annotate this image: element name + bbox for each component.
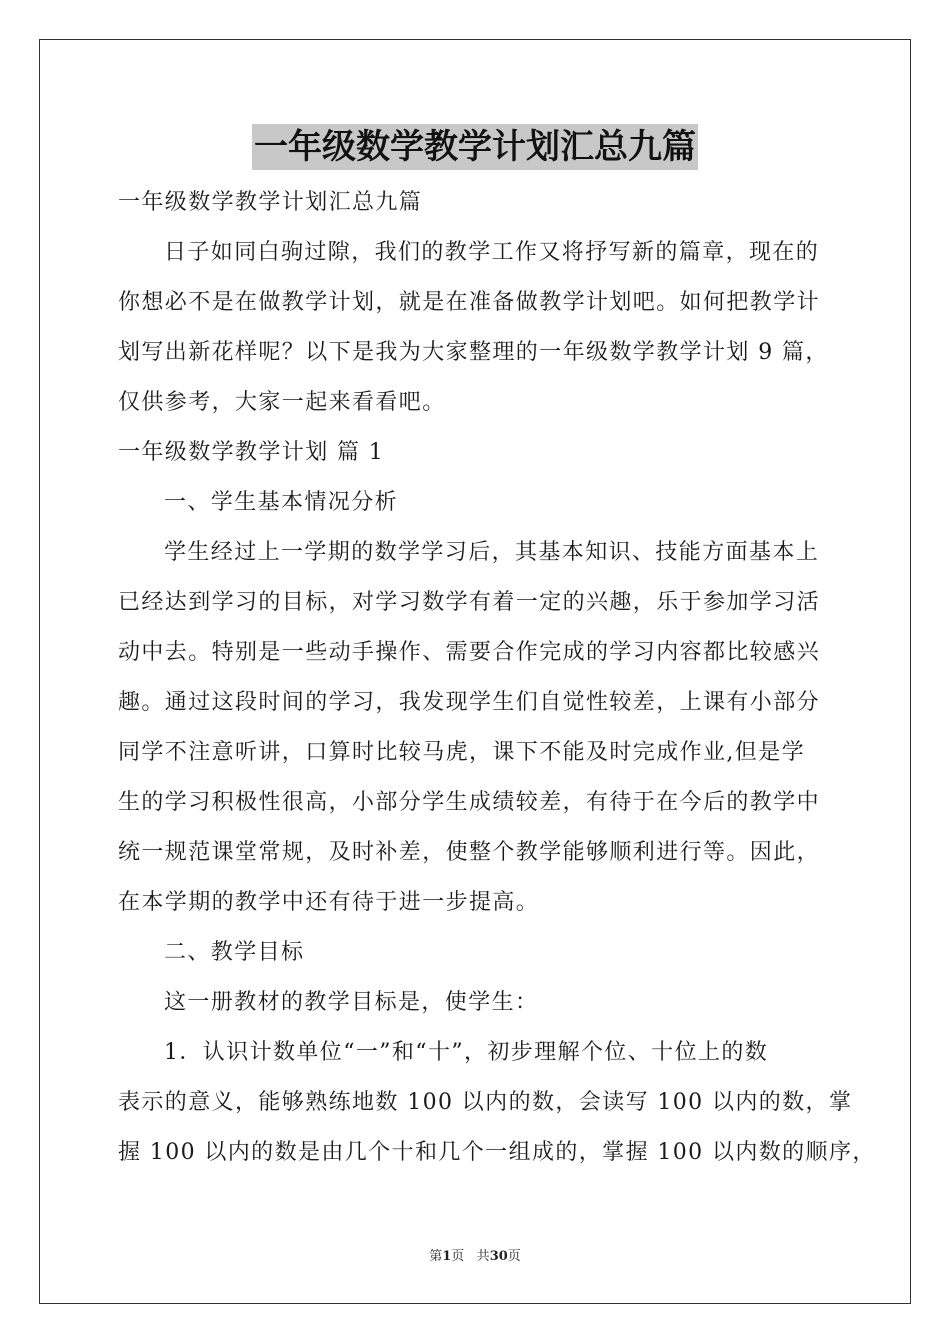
text-line: 表示的意义，能够熟练地数 100 以内的数，会读写 100 以内的数，掌 [118, 1090, 853, 1115]
text-line: 二、教学目标 [164, 940, 305, 965]
text-line: 一、学生基本情况分析 [164, 490, 399, 515]
document-body [118, 178, 876, 1178]
text-line: 仅供参考，大家一起来看看吧。 [118, 390, 446, 415]
text-line: 统一规范课堂常规，及时补差，使整个教学能够顺利进行等。因此， [118, 840, 821, 865]
text-line: 一年级数学教学计划 篇 1 [118, 440, 385, 465]
text-line: 一年级数学教学计划汇总九篇 [118, 190, 423, 215]
text-line: 学生经过上一学期的数学学习后，其基本知识、技能方面基本上 [164, 540, 820, 565]
text-line: 在本学期的教学中还有待于进一步提高。 [118, 890, 540, 915]
total-label-suffix: 页 [507, 1249, 521, 1264]
page-footer [0, 1245, 950, 1264]
title-container [0, 124, 950, 170]
text-line: 1．认识计数单位“一”和“十”，初步理解个位、十位上的数 [164, 1040, 769, 1065]
text-line: 握 100 以内的数是由几个十和几个一组成的，掌握 100 以内数的顺序， [118, 1140, 876, 1165]
total-pages: 30 [489, 1249, 508, 1264]
text-line: 这一册教材的教学目标是，使学生： [164, 990, 539, 1015]
total-label-prefix: 共 [476, 1249, 490, 1264]
page-label-prefix: 第 [429, 1249, 443, 1264]
text-line: 同学不注意听讲，口算时比较马虎，课下不能及时完成作业,但是学 [118, 740, 805, 765]
text-line: 生的学习积极性很高，小部分学生成绩较差，有待于在今后的教学中 [118, 790, 821, 815]
page-number: 1 [442, 1249, 452, 1264]
text-line: 已经达到学习的目标，对学习数学有着一定的兴趣，乐于参加学习活 [118, 590, 821, 615]
document-title: 一年级数学教学计划汇总九篇 [252, 124, 698, 170]
text-line: 动中去。特别是一些动手操作、需要合作完成的学习内容都比较感兴 [118, 640, 821, 665]
text-line: 趣。通过这段时间的学习，我发现学生们自觉性较差，上课有小部分 [118, 690, 821, 715]
text-line: 你想必不是在做教学计划，就是在准备做教学计划吧。如何把教学计 [118, 290, 821, 315]
text-line: 划写出新花样呢？以下是我为大家整理的一年级数学教学计划 9 篇， [118, 340, 829, 365]
text-line: 日子如同白驹过隙，我们的教学工作又将抒写新的篇章，现在的 [164, 240, 820, 265]
page-label-suffix: 页 [451, 1249, 465, 1264]
